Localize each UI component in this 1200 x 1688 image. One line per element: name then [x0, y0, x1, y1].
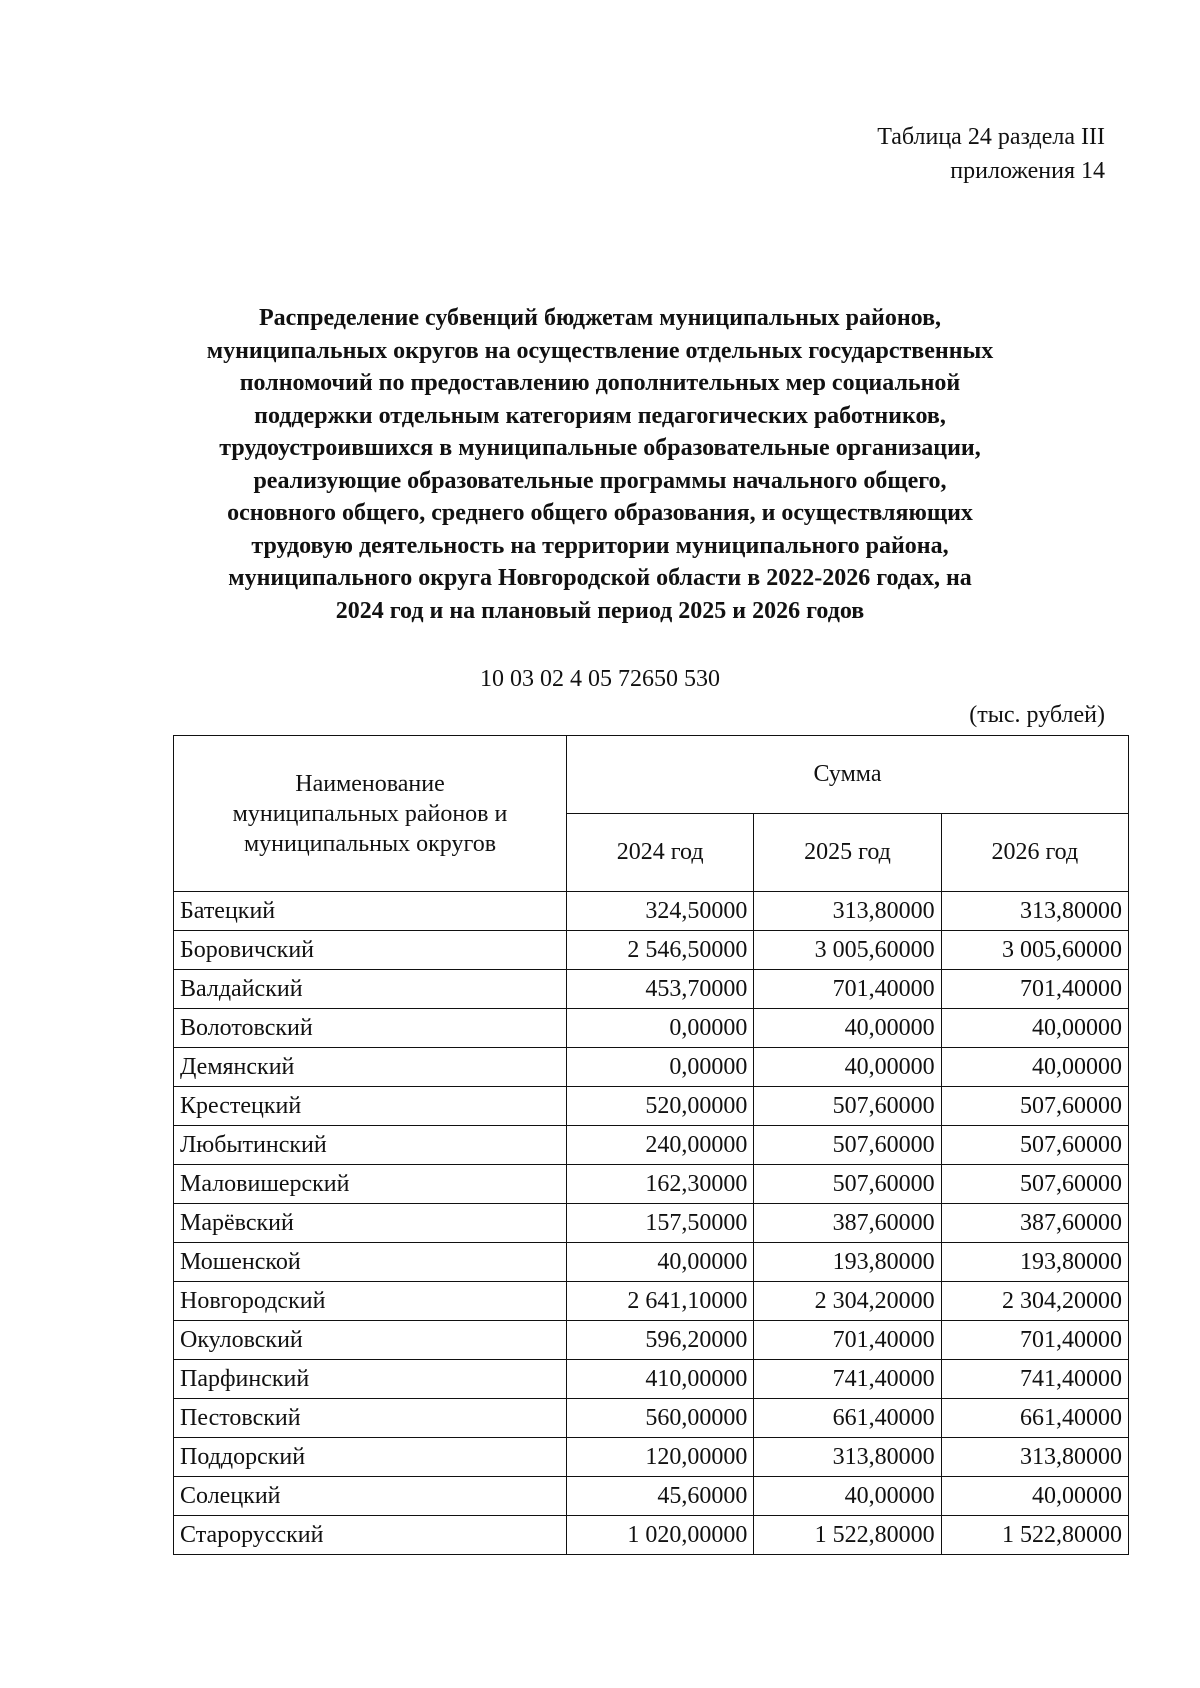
district-name: Солецкий [174, 1477, 567, 1516]
amount-2025: 40,00000 [754, 1048, 941, 1087]
table-body [174, 892, 1129, 1555]
amount-2026: 741,40000 [941, 1360, 1128, 1399]
header-year-2024: 2024 год [567, 814, 754, 892]
amount-2026: 507,60000 [941, 1126, 1128, 1165]
amount-2024: 0,00000 [567, 1009, 754, 1048]
district-name: Любытинский [174, 1126, 567, 1165]
table-row [174, 1360, 1129, 1399]
amount-2024: 0,00000 [567, 1048, 754, 1087]
district-name: Мошенской [174, 1243, 567, 1282]
amount-2025: 507,60000 [754, 1126, 941, 1165]
amount-2024: 2 641,10000 [567, 1282, 754, 1321]
title-line: реализующие образовательные программы начального общего, [253, 467, 947, 494]
amount-2024: 410,00000 [567, 1360, 754, 1399]
amount-2024: 240,00000 [567, 1126, 754, 1165]
amount-2025: 507,60000 [754, 1087, 941, 1126]
header-name-line-2: муниципальных районов и [232, 800, 508, 827]
title-line: муниципального округа Новгородской области в 2022-2026 годах, на [228, 565, 972, 591]
district-name: Поддорский [174, 1438, 567, 1477]
amount-2025: 313,80000 [754, 892, 941, 931]
amount-2026: 701,40000 [941, 1321, 1128, 1360]
district-name: Парфинский [174, 1360, 567, 1399]
header-name-line-1: Наименование [295, 770, 445, 797]
amount-2025: 701,40000 [754, 1321, 941, 1360]
amount-2025: 387,60000 [754, 1204, 941, 1243]
amount-2025: 701,40000 [754, 970, 941, 1009]
title-line: муниципальных округов на осуществление отдельных государственных [206, 337, 994, 364]
district-name: Валдайский [174, 970, 567, 1009]
amount-2026: 313,80000 [941, 1438, 1128, 1477]
table-row [174, 1165, 1129, 1204]
amount-2026: 40,00000 [941, 1477, 1128, 1516]
amount-2025: 1 522,80000 [754, 1516, 941, 1555]
budget-code: 10 03 02 4 05 72650 530 [480, 666, 720, 692]
amount-2024: 45,60000 [567, 1477, 754, 1516]
table-row [174, 1087, 1129, 1126]
table-row [174, 1009, 1129, 1048]
units-label: (тыс. рублей) [969, 702, 1105, 728]
district-name: Боровичский [174, 931, 567, 970]
amount-2025: 193,80000 [754, 1243, 941, 1282]
title-line: трудоустроившихся в муниципальные образовательные организации, [219, 435, 981, 461]
district-name: Пестовский [174, 1399, 567, 1438]
document-title [140, 302, 1060, 627]
header-name-line-3: муниципальных округов [243, 830, 497, 857]
reference-line-1: Таблица 24 раздела III [877, 124, 1105, 150]
amount-2026: 701,40000 [941, 970, 1128, 1009]
amount-2024: 453,70000 [567, 970, 754, 1009]
amount-2024: 40,00000 [567, 1243, 754, 1282]
header-name [174, 736, 567, 892]
amount-2024: 162,30000 [567, 1165, 754, 1204]
header-year-2026: 2026 год [941, 814, 1128, 892]
amount-2026: 387,60000 [941, 1204, 1128, 1243]
header-year-2025: 2025 год [754, 814, 941, 892]
district-name: Маловишерский [174, 1165, 567, 1204]
amount-2024: 324,50000 [567, 892, 754, 931]
district-name: Окуловский [174, 1321, 567, 1360]
title-line: трудовую деятельность на территории муниципального района, [251, 532, 949, 559]
amount-2026: 40,00000 [941, 1048, 1128, 1087]
district-name: Крестецкий [174, 1087, 567, 1126]
amount-2026: 313,80000 [941, 892, 1128, 931]
table-row [174, 970, 1129, 1009]
title-line: Распределение субвенций бюджетам муниципальных районов, [258, 305, 942, 331]
amount-2026: 2 304,20000 [941, 1282, 1128, 1321]
amount-2025: 661,40000 [754, 1399, 941, 1438]
table-row [174, 1438, 1129, 1477]
table-row [174, 931, 1129, 970]
table-row [174, 1048, 1129, 1087]
amount-2024: 560,00000 [567, 1399, 754, 1438]
header-sum: Сумма [567, 736, 1129, 814]
amount-2025: 313,80000 [754, 1438, 941, 1477]
amount-2025: 507,60000 [754, 1165, 941, 1204]
amount-2024: 2 546,50000 [567, 931, 754, 970]
title-line: 2024 год и на плановый период 2025 и 2026 годов [335, 597, 865, 624]
district-name: Батецкий [174, 892, 567, 931]
amount-2024: 596,20000 [567, 1321, 754, 1360]
title-line: основного общего, среднего общего образования, и осуществляющих [227, 500, 973, 526]
amount-2024: 520,00000 [567, 1087, 754, 1126]
district-name: Новгородский [174, 1282, 567, 1321]
amount-2025: 40,00000 [754, 1477, 941, 1516]
amount-2026: 1 522,80000 [941, 1516, 1128, 1555]
district-name: Демянский [174, 1048, 567, 1087]
table-row [174, 1126, 1129, 1165]
distribution-table [173, 735, 1129, 1555]
amount-2025: 2 304,20000 [754, 1282, 941, 1321]
amount-2024: 120,00000 [567, 1438, 754, 1477]
table-reference [877, 120, 1105, 188]
reference-line-2: приложения 14 [950, 158, 1105, 184]
table-row [174, 892, 1129, 931]
table-row [174, 1321, 1129, 1360]
amount-2025: 3 005,60000 [754, 931, 941, 970]
amount-2025: 40,00000 [754, 1009, 941, 1048]
table-header [174, 736, 1129, 892]
amount-2026: 661,40000 [941, 1399, 1128, 1438]
table-row [174, 1243, 1129, 1282]
amount-2024: 1 020,00000 [567, 1516, 754, 1555]
title-line: полномочий по предоставлению дополнительных мер социальной [239, 370, 961, 396]
header-row-1 [174, 736, 1129, 814]
title-line: поддержки отдельным категориям педагогических работников, [254, 402, 946, 429]
table-row [174, 1399, 1129, 1438]
table-row [174, 1282, 1129, 1321]
table-row [174, 1516, 1129, 1555]
table-row [174, 1204, 1129, 1243]
amount-2026: 40,00000 [941, 1009, 1128, 1048]
amount-2026: 193,80000 [941, 1243, 1128, 1282]
amount-2025: 741,40000 [754, 1360, 941, 1399]
district-name: Марёвский [174, 1204, 567, 1243]
district-name: Старорусский [174, 1516, 567, 1555]
amount-2026: 3 005,60000 [941, 931, 1128, 970]
amount-2026: 507,60000 [941, 1087, 1128, 1126]
district-name: Волотовский [174, 1009, 567, 1048]
table-row [174, 1477, 1129, 1516]
amount-2024: 157,50000 [567, 1204, 754, 1243]
amount-2026: 507,60000 [941, 1165, 1128, 1204]
